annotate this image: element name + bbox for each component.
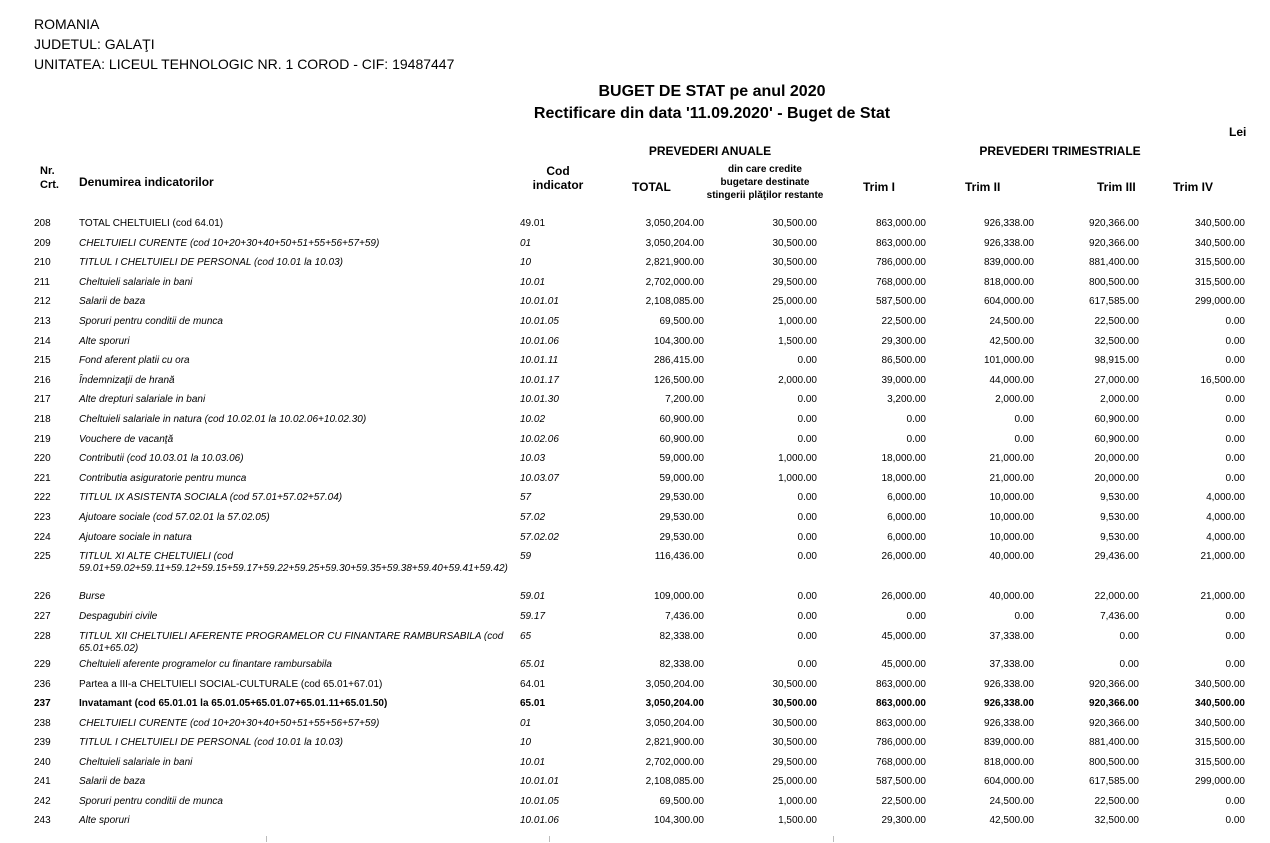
indicator-code: 57.02	[520, 512, 546, 523]
cell-arrears: 30,500.00	[772, 698, 817, 709]
cell-q2: 0.00	[1014, 414, 1034, 425]
indicator-name: Cheltuieli salariale in bani	[79, 277, 193, 288]
cell-q1: 6,000.00	[887, 492, 926, 503]
indicator-name: TITLUL I CHELTUIELI DE PERSONAL (cod 10.01 la 10.03)	[79, 257, 344, 268]
col-header-name: Denumirea indicatorilor	[79, 175, 214, 189]
row-number: 229	[34, 659, 51, 670]
indicator-code: 10.02.06	[520, 434, 559, 445]
row-number: 212	[34, 296, 51, 307]
cell-q3: 881,400.00	[1088, 257, 1139, 268]
cell-arrears: 30,500.00	[772, 218, 817, 229]
indicator-code: 57	[520, 492, 532, 503]
indicator-code: 01	[520, 238, 532, 249]
cell-arrears: 0.00	[797, 532, 817, 543]
row-number: 237	[34, 698, 51, 709]
cell-q1: 863,000.00	[875, 679, 926, 690]
indicator-code: 10.01.05	[520, 796, 559, 807]
row-number: 236	[34, 679, 51, 690]
cell-q1: 29,300.00	[881, 815, 926, 826]
indicator-code: 10.01.17	[520, 375, 559, 386]
cell-total: 69,500.00	[659, 796, 704, 807]
unit-label: UNITATEA: LICEUL TEHNOLOGIC NR. 1 COROD - CIF: 19487447	[34, 56, 455, 72]
cell-q4: 21,000.00	[1200, 551, 1245, 562]
col-header-q1: Trim I	[863, 180, 896, 194]
indicator-code: 10.01.01	[520, 296, 559, 307]
cell-q4: 21,000.00	[1200, 591, 1245, 602]
indicator-name: Invatamant (cod 65.01.01 la 65.01.05+65.01.07+65.01.11+65.01.50)	[79, 698, 388, 709]
cell-q1: 863,000.00	[875, 218, 926, 229]
cell-arrears: 0.00	[797, 591, 817, 602]
cell-q2: 40,000.00	[989, 591, 1034, 602]
cell-q3: 22,500.00	[1094, 316, 1139, 327]
col-header-q2: Trim II	[965, 180, 1001, 194]
cell-q3: 800,500.00	[1088, 757, 1139, 768]
cell-q1: 18,000.00	[881, 453, 926, 464]
document-subtitle: Rectificare din data '11.09.2020' - Buget de Stat	[533, 105, 891, 122]
cell-q2: 926,338.00	[983, 679, 1034, 690]
cell-q1: 768,000.00	[875, 277, 926, 288]
cell-q2: 839,000.00	[983, 737, 1034, 748]
indicator-code: 10.03	[520, 453, 546, 464]
indicator-code: 10.01.30	[520, 394, 559, 405]
cell-q4: 4,000.00	[1206, 492, 1245, 503]
cell-q2: 24,500.00	[989, 796, 1034, 807]
cell-q4: 340,500.00	[1194, 679, 1245, 690]
row-number: 209	[34, 238, 51, 249]
cell-arrears: 1,000.00	[778, 453, 817, 464]
cell-arrears: 1,500.00	[778, 815, 817, 826]
cell-total: 116,436.00	[654, 551, 704, 562]
row-number: 223	[34, 512, 51, 523]
cell-q3: 0.00	[1119, 631, 1139, 642]
cell-total: 7,200.00	[665, 394, 704, 405]
cell-q2: 24,500.00	[989, 316, 1034, 327]
indicator-code: 10.03.07	[520, 473, 559, 484]
cell-q1: 587,500.00	[875, 776, 926, 787]
cell-q3: 920,366.00	[1088, 698, 1139, 709]
cell-q4: 16,500.00	[1200, 375, 1245, 386]
indicator-name: TITLUL XI ALTE CHELTUIELI (cod 59.01+59.02+59.11+59.12+59.15+59.17+59.22+59.25+59.30+59.35+59.38+59.40+59.41+59.42)	[79, 551, 508, 574]
cell-total: 126,500.00	[653, 375, 704, 386]
row-number: 218	[34, 414, 51, 425]
cell-q3: 32,500.00	[1094, 336, 1139, 347]
cell-arrears: 30,500.00	[772, 679, 817, 690]
row-number: 238	[34, 718, 51, 729]
indicator-name: CHELTUIELI CURENTE (cod 10+20+30+40+50+51+55+56+57+59)	[79, 238, 380, 249]
row-number: 240	[34, 757, 51, 768]
cell-arrears: 1,500.00	[778, 336, 817, 347]
cell-q4: 0.00	[1225, 473, 1245, 484]
cell-q3: 617,585.00	[1088, 296, 1139, 307]
indicator-name: TITLUL XII CHELTUIELI AFERENTE PROGRAMELOR CU FINANTARE RAMBURSABILA (cod 65.01+65.02)	[79, 631, 504, 654]
indicator-code: 10.01.01	[520, 776, 559, 787]
cell-q2: 37,338.00	[989, 659, 1034, 670]
indicator-code: 10	[520, 257, 532, 268]
cell-q2: 0.00	[1014, 611, 1034, 622]
cell-q1: 0.00	[906, 611, 926, 622]
row-number: 217	[34, 394, 51, 405]
row-number: 239	[34, 737, 51, 748]
cell-arrears: 0.00	[797, 551, 817, 562]
cell-arrears: 1,000.00	[778, 796, 817, 807]
cell-q1: 6,000.00	[887, 512, 926, 523]
cell-q1: 22,500.00	[881, 316, 926, 327]
cell-arrears: 30,500.00	[772, 718, 817, 729]
indicator-name: Cheltuieli aferente programelor cu finantare rambursabila	[79, 659, 332, 670]
col-header-total: TOTAL	[632, 180, 671, 194]
cell-q1: 22,500.00	[881, 796, 926, 807]
cell-arrears: 0.00	[797, 492, 817, 503]
cell-q4: 0.00	[1225, 631, 1245, 642]
cell-q2: 10,000.00	[989, 512, 1034, 523]
row-number: 243	[34, 815, 51, 826]
indicator-code: 59	[520, 551, 532, 562]
indicator-name: CHELTUIELI CURENTE (cod 10+20+30+40+50+51+55+56+57+59)	[79, 718, 380, 729]
indicator-code: 10	[520, 737, 532, 748]
row-number: 215	[34, 355, 51, 366]
indicator-name: Partea a III-a CHELTUIELI SOCIAL-CULTURALE (cod 65.01+67.01)	[79, 679, 383, 690]
cell-total: 104,300.00	[653, 815, 704, 826]
cell-q4: 299,000.00	[1194, 776, 1245, 787]
cell-q2: 10,000.00	[989, 532, 1034, 543]
cell-arrears: 1,000.00	[778, 473, 817, 484]
cell-arrears: 0.00	[797, 434, 817, 445]
cell-arrears: 0.00	[797, 631, 817, 642]
indicator-code: 65	[520, 631, 532, 642]
cell-total: 7,436.00	[665, 611, 704, 622]
cell-arrears: 0.00	[797, 414, 817, 425]
indicator-code: 10.01.06	[520, 336, 559, 347]
cell-q2: 926,338.00	[983, 698, 1034, 709]
cell-arrears: 30,500.00	[772, 257, 817, 268]
col-header-q4: Trim IV	[1173, 180, 1214, 194]
cell-q3: 0.00	[1119, 659, 1139, 670]
indicator-code: 10.01.05	[520, 316, 559, 327]
indicator-name: Cheltuieli salariale in bani	[79, 757, 193, 768]
row-number: 241	[34, 776, 51, 787]
cell-q2: 42,500.00	[989, 815, 1034, 826]
cell-total: 104,300.00	[653, 336, 704, 347]
indicator-name: Vouchere de vacanţă	[79, 434, 174, 445]
indicator-code: 57.02.02	[520, 532, 559, 543]
indicator-name: Alte drepturi salariale in bani	[79, 394, 206, 405]
indicator-name: Fond aferent platii cu ora	[79, 355, 190, 366]
cell-q4: 0.00	[1225, 453, 1245, 464]
row-number: 216	[34, 375, 51, 386]
cell-q4: 0.00	[1225, 434, 1245, 445]
group-header-annual: PREVEDERI ANUALE	[648, 144, 772, 158]
cell-q4: 340,500.00	[1194, 238, 1245, 249]
cell-q1: 26,000.00	[881, 591, 926, 602]
cell-q2: 40,000.00	[989, 551, 1034, 562]
cell-q2: 21,000.00	[989, 453, 1034, 464]
cell-total: 60,900.00	[659, 414, 704, 425]
cell-q3: 7,436.00	[1100, 611, 1139, 622]
cell-total: 2,821,900.00	[645, 257, 704, 268]
indicator-code: 10.01.11	[520, 355, 559, 366]
cell-total: 69,500.00	[659, 316, 704, 327]
cell-q2: 2,000.00	[995, 394, 1034, 405]
indicator-name: Burse	[79, 591, 106, 602]
cell-q2: 37,338.00	[989, 631, 1034, 642]
indicator-name: Salarii de baza	[79, 776, 146, 787]
cell-total: 59,000.00	[659, 453, 704, 464]
cell-total: 2,108,085.00	[645, 296, 704, 307]
group-header-quarterly: PREVEDERI TRIMESTRIALE	[979, 144, 1141, 158]
cell-q2: 818,000.00	[983, 757, 1034, 768]
cell-total: 3,050,204.00	[645, 679, 704, 690]
cell-q3: 27,000.00	[1094, 375, 1139, 386]
cell-q4: 4,000.00	[1206, 532, 1245, 543]
indicator-name: TITLUL IX ASISTENTA SOCIALA (cod 57.01+57.02+57.04)	[79, 492, 343, 503]
cell-q4: 0.00	[1225, 796, 1245, 807]
cell-q1: 786,000.00	[875, 257, 926, 268]
cell-q3: 20,000.00	[1094, 453, 1139, 464]
cell-q3: 20,000.00	[1094, 473, 1139, 484]
cell-total: 2,702,000.00	[645, 277, 704, 288]
cell-total: 3,050,204.00	[645, 218, 704, 229]
cell-arrears: 0.00	[797, 659, 817, 670]
indicator-code: 65.01	[520, 698, 546, 709]
row-number: 227	[34, 611, 51, 622]
cell-total: 3,050,204.00	[645, 718, 704, 729]
document-title: BUGET DE STAT pe anul 2020	[598, 83, 826, 100]
cell-q1: 6,000.00	[887, 532, 926, 543]
cell-total: 109,000.00	[653, 591, 704, 602]
cell-q4: 0.00	[1225, 414, 1245, 425]
col-header-q3: Trim III	[1097, 180, 1136, 194]
row-number: 211	[34, 277, 50, 288]
cell-q2: 818,000.00	[983, 277, 1034, 288]
cell-q4: 315,500.00	[1194, 757, 1245, 768]
cell-q4: 0.00	[1225, 355, 1245, 366]
cell-arrears: 25,000.00	[772, 296, 817, 307]
cell-total: 82,338.00	[659, 631, 704, 642]
indicator-name: Sporuri pentru conditii de munca	[79, 796, 223, 807]
cell-q1: 3,200.00	[887, 394, 926, 405]
cell-q2: 604,000.00	[983, 296, 1034, 307]
cell-q3: 920,366.00	[1088, 218, 1139, 229]
cell-q1: 587,500.00	[875, 296, 926, 307]
cell-q1: 86,500.00	[881, 355, 926, 366]
cell-total: 29,530.00	[659, 532, 704, 543]
country-label: ROMANIA	[34, 16, 100, 32]
cell-total: 82,338.00	[659, 659, 704, 670]
indicator-code: 49.01	[520, 218, 546, 229]
cell-q4: 4,000.00	[1206, 512, 1245, 523]
cell-q3: 29,436.00	[1094, 551, 1139, 562]
cell-arrears: 29,500.00	[772, 757, 817, 768]
cell-total: 3,050,204.00	[645, 698, 704, 709]
cell-q3: 22,500.00	[1094, 796, 1139, 807]
cell-arrears: 29,500.00	[772, 277, 817, 288]
indicator-code: 64.01	[520, 679, 546, 690]
cell-q2: 604,000.00	[983, 776, 1034, 787]
cell-q1: 786,000.00	[875, 737, 926, 748]
cell-q2: 44,000.00	[989, 375, 1034, 386]
cell-q1: 26,000.00	[881, 551, 926, 562]
column-divider-mark	[549, 836, 550, 842]
cell-q1: 39,000.00	[881, 375, 926, 386]
cell-q3: 920,366.00	[1088, 238, 1139, 249]
col-header-arrears: din care credite bugetare destinate stingerii plăţilor restante	[706, 164, 824, 201]
indicator-code: 59.17	[520, 611, 546, 622]
indicator-code: 01	[520, 718, 532, 729]
cell-q3: 920,366.00	[1088, 718, 1139, 729]
cell-q4: 0.00	[1225, 336, 1245, 347]
cell-total: 60,900.00	[659, 434, 704, 445]
indicator-name: Alte sporuri	[79, 336, 130, 347]
row-number: 221	[34, 473, 51, 484]
cell-q3: 2,000.00	[1100, 394, 1139, 405]
cell-q4: 0.00	[1225, 611, 1245, 622]
cell-q3: 60,900.00	[1094, 414, 1139, 425]
currency-label: Lei	[1229, 125, 1247, 139]
indicator-code: 10.01	[520, 757, 546, 768]
column-divider-mark	[833, 836, 834, 842]
cell-arrears: 0.00	[797, 512, 817, 523]
row-number: 224	[34, 532, 51, 543]
cell-q3: 32,500.00	[1094, 815, 1139, 826]
cell-q3: 617,585.00	[1088, 776, 1139, 787]
cell-q3: 920,366.00	[1088, 679, 1139, 690]
cell-q4: 340,500.00	[1194, 698, 1245, 709]
cell-q2: 839,000.00	[983, 257, 1034, 268]
row-number: 226	[34, 591, 51, 602]
county-label: JUDETUL: GALAŢI	[34, 36, 155, 52]
cell-arrears: 0.00	[797, 355, 817, 366]
cell-total: 3,050,204.00	[645, 238, 704, 249]
cell-q2: 926,338.00	[983, 218, 1034, 229]
cell-total: 59,000.00	[659, 473, 704, 484]
indicator-name: Cheltuieli salariale in natura (cod 10.02.01 la 10.02.06+10.02.30)	[79, 414, 367, 425]
cell-q3: 22,000.00	[1094, 591, 1139, 602]
cell-q3: 60,900.00	[1094, 434, 1139, 445]
cell-q4: 315,500.00	[1194, 737, 1245, 748]
indicator-name: Ajutoare sociale (cod 57.02.01 la 57.02.05)	[79, 512, 270, 523]
indicator-name: Alte sporuri	[79, 815, 130, 826]
cell-q2: 926,338.00	[983, 238, 1034, 249]
indicator-code: 10.01	[520, 277, 546, 288]
cell-q1: 0.00	[906, 434, 926, 445]
cell-q4: 315,500.00	[1194, 257, 1245, 268]
cell-q2: 0.00	[1014, 434, 1034, 445]
cell-q3: 881,400.00	[1088, 737, 1139, 748]
indicator-name: Îndemnizaţii de hrană	[79, 375, 175, 386]
indicator-code: 59.01	[520, 591, 546, 602]
cell-total: 29,530.00	[659, 492, 704, 503]
cell-arrears: 2,000.00	[778, 375, 817, 386]
cell-q1: 863,000.00	[875, 238, 926, 249]
indicator-name: Contributii (cod 10.03.01 la 10.03.06)	[79, 453, 244, 464]
row-number: 222	[34, 492, 51, 503]
indicator-name: TITLUL I CHELTUIELI DE PERSONAL (cod 10.01 la 10.03)	[79, 737, 344, 748]
row-number: 228	[34, 631, 51, 642]
cell-total: 2,821,900.00	[645, 737, 704, 748]
row-number: 225	[34, 551, 51, 562]
cell-q3: 9,530.00	[1100, 512, 1139, 523]
cell-q4: 299,000.00	[1194, 296, 1245, 307]
cell-q4: 0.00	[1225, 394, 1245, 405]
cell-total: 29,530.00	[659, 512, 704, 523]
cell-q2: 21,000.00	[989, 473, 1034, 484]
row-number: 219	[34, 434, 51, 445]
row-number: 214	[34, 336, 51, 347]
cell-q2: 101,000.00	[983, 355, 1034, 366]
indicator-name: Contributia asiguratorie pentru munca	[79, 473, 247, 484]
cell-q1: 45,000.00	[881, 659, 926, 670]
indicator-code: 10.02	[520, 414, 546, 425]
cell-q1: 45,000.00	[881, 631, 926, 642]
cell-arrears: 30,500.00	[772, 737, 817, 748]
cell-q3: 800,500.00	[1088, 277, 1139, 288]
cell-q2: 10,000.00	[989, 492, 1034, 503]
cell-q3: 9,530.00	[1100, 532, 1139, 543]
cell-arrears: 0.00	[797, 611, 817, 622]
cell-q1: 0.00	[906, 414, 926, 425]
indicator-name: Despagubiri civile	[79, 611, 158, 622]
col-header-code: Cod indicator	[532, 164, 584, 192]
cell-q3: 98,915.00	[1094, 355, 1139, 366]
cell-arrears: 25,000.00	[772, 776, 817, 787]
indicator-name: Salarii de baza	[79, 296, 146, 307]
cell-q4: 315,500.00	[1194, 277, 1245, 288]
cell-q1: 29,300.00	[881, 336, 926, 347]
cell-q4: 0.00	[1225, 659, 1245, 670]
row-number: 213	[34, 316, 51, 327]
cell-q4: 340,500.00	[1194, 718, 1245, 729]
cell-total: 286,415.00	[653, 355, 704, 366]
cell-q2: 42,500.00	[989, 336, 1034, 347]
indicator-code: 65.01	[520, 659, 546, 670]
indicator-code: 10.01.06	[520, 815, 559, 826]
cell-total: 2,702,000.00	[645, 757, 704, 768]
col-header-nr: Nr. Crt.	[40, 165, 59, 191]
row-number: 208	[34, 218, 51, 229]
row-number: 210	[34, 257, 51, 268]
cell-total: 2,108,085.00	[645, 776, 704, 787]
indicator-name: Ajutoare sociale in natura	[79, 532, 192, 543]
cell-q1: 863,000.00	[875, 698, 926, 709]
cell-arrears: 1,000.00	[778, 316, 817, 327]
cell-q3: 9,530.00	[1100, 492, 1139, 503]
indicator-name: TOTAL CHELTUIELI (cod 64.01)	[79, 218, 224, 229]
cell-q1: 768,000.00	[875, 757, 926, 768]
column-divider-mark	[266, 836, 267, 842]
cell-q4: 0.00	[1225, 316, 1245, 327]
cell-arrears: 30,500.00	[772, 238, 817, 249]
cell-arrears: 0.00	[797, 394, 817, 405]
cell-q4: 340,500.00	[1194, 218, 1245, 229]
row-number: 220	[34, 453, 51, 464]
cell-q2: 926,338.00	[983, 718, 1034, 729]
cell-q1: 863,000.00	[875, 718, 926, 729]
cell-q1: 18,000.00	[881, 473, 926, 484]
indicator-name: Sporuri pentru conditii de munca	[79, 316, 223, 327]
row-number: 242	[34, 796, 51, 807]
cell-q4: 0.00	[1225, 815, 1245, 826]
